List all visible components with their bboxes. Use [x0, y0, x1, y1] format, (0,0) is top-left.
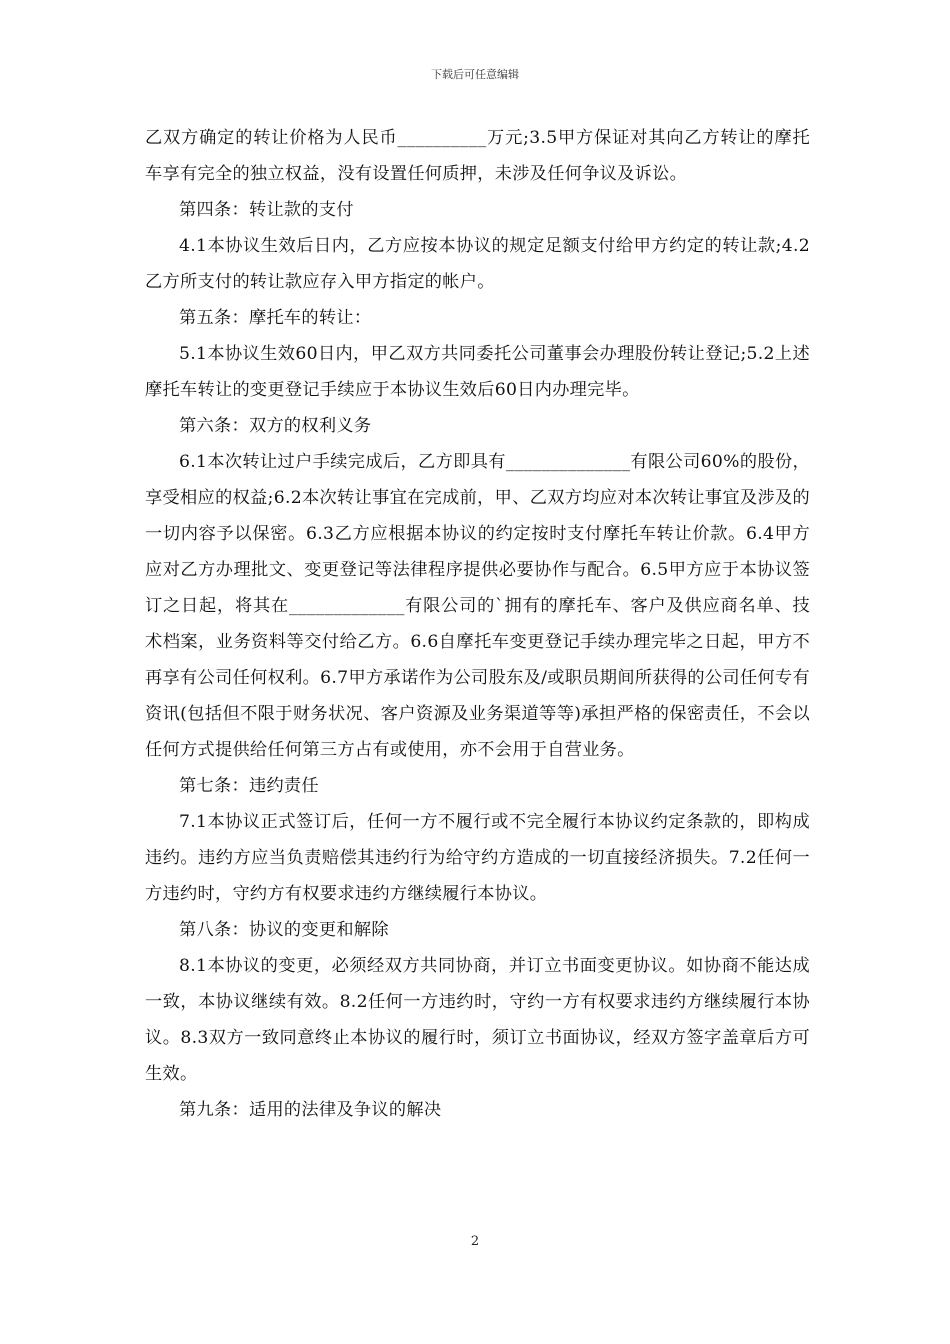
paragraph-article-6: 6.1本次转让过户手续完成后，乙方即具有______________有限公司60%的股份，享受相应的权益;6.2本次转让事宜在完成前，甲、乙双方均应对本次转让事宜及涉及的一切内容予以保密。6.3乙方应根据本协议的约定按时支付摩托车转让价款。6.4甲方应对乙方办理批文、变更登记等法律程序提供必要协作与配合。6.5甲方应于本协议签订之日起，将其在_____________有限公司的`拥有的摩托车、客户及供应商名单、技术档案，业务资料等交付给乙方。6.6自摩托车变更登记手续办理完毕之日起，甲方不再享有公司任何权利。6.7甲方承诺作为公司股东及/或职员期间所获得的公司任何专有资讯(包括但不限于财务状况、客户资源及业务渠道等等)承担严格的保密责任，不会以任何方式提供给任何第三方占有或使用，亦不会用于自营业务。	[145, 452, 810, 760]
paragraph-article-4: 4.1本协议生效后日内，乙方应按本协议的规定足额支付给甲方约定的转让款;4.2乙方所支付的转让款应存入甲方指定的帐户。	[145, 236, 810, 292]
paragraph-article-5: 5.1本协议生效60日内，甲乙双方共同委托公司董事会办理股份转让登记;5.2上述摩托车转让的变更登记手续应于本协议生效后60日内办理完毕。	[145, 344, 810, 400]
heading-article-4: 第四条：转让款的支付	[179, 200, 354, 220]
heading-article-8: 第八条：协议的变更和解除	[179, 920, 389, 940]
paragraph-article-7: 7.1本协议正式签订后，任何一方不履行或不完全履行本协议约定条款的，即构成违约。违约方应当负责赔偿其违约行为给守约方造成的一切直接经济损失。7.2任何一方违约时，守约方有权要求违约方继续履行本协议。	[145, 812, 810, 904]
page-number: 2	[470, 1234, 480, 1249]
heading-article-9: 第九条：适用的法律及争议的解决	[179, 1100, 442, 1120]
heading-article-5: 第五条：摩托车的转让：	[179, 308, 372, 328]
paragraph-article-8: 8.1本协议的变更，必须经双方共同协商，并订立书面变更协议。如协商不能达成一致，本协议继续有效。8.2任何一方违约时，守约一方有权要求违约方继续履行本协议。8.3双方一致同意终止本协议的履行时，须订立书面协议，经双方签字盖章后方可生效。	[145, 956, 810, 1084]
page-header: 下载后可任意编辑	[431, 68, 519, 81]
document-body	[145, 120, 810, 1128]
heading-article-7: 第七条：违约责任	[179, 776, 319, 796]
paragraph-transfer-price: 乙双方确定的转让价格为人民币__________万元;3.5甲方保证对其向乙方转让的摩托车享有完全的独立权益，没有设置任何质押，未涉及任何争议及诉讼。	[145, 128, 810, 184]
heading-article-6: 第六条：双方的权利义务	[179, 416, 372, 436]
